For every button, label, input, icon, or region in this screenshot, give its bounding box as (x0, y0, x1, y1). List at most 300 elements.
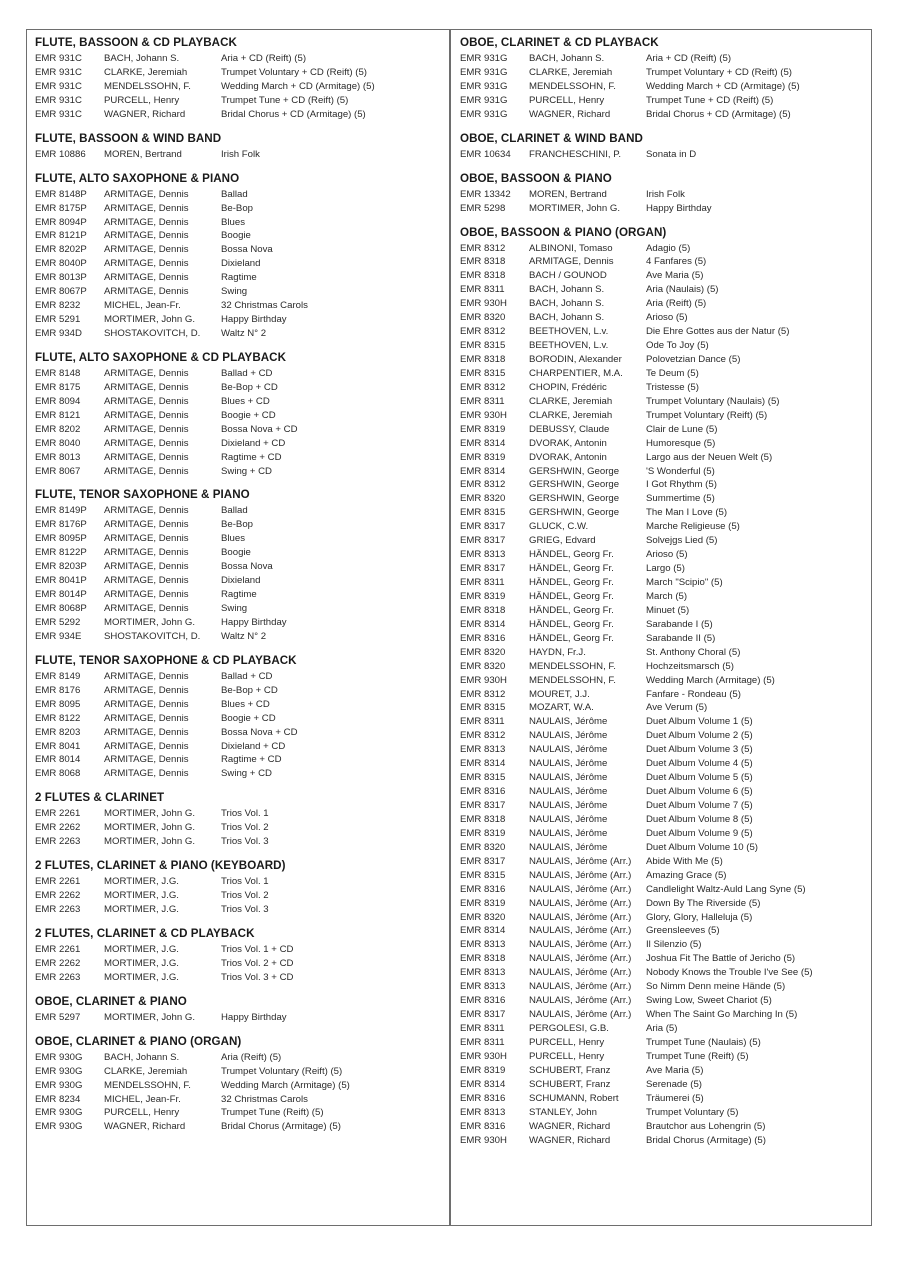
section-heading: FLUTE, TENOR SAXOPHONE & CD PLAYBACK (35, 653, 297, 667)
catalog-entry (460, 283, 865, 297)
composer-name: MORTIMER, John G. (104, 314, 195, 326)
catalog-entry (35, 574, 443, 588)
catalog-entry (460, 1106, 865, 1120)
work-title: Sarabande I (5) (646, 618, 713, 630)
work-title: Largo (5) (646, 563, 685, 575)
catalog-number: EMR 8313 (460, 981, 506, 993)
work-title: Trios Vol. 2 (221, 890, 269, 902)
composer-name: NAULAIS, Jérôme (529, 786, 608, 798)
work-title: Abide With Me (5) (646, 855, 723, 867)
catalog-entry (460, 994, 865, 1008)
catalog-number: EMR 8149 (35, 670, 81, 682)
work-title: Swing (221, 603, 248, 614)
work-title: Wedding March + CD (Armitage) (5) (221, 80, 375, 92)
catalog-number: EMR 8068 (35, 768, 81, 780)
work-title: Bridal Chorus + CD (Armitage) (5) (221, 108, 366, 120)
catalog-number: EMR 8316 (460, 1092, 506, 1104)
catalog-number: EMR 8314 (460, 758, 506, 770)
left-column (35, 34, 443, 1142)
work-title: Serenade (5) (646, 1078, 702, 1090)
work-title: Swing (221, 286, 248, 298)
work-title: Aria (Naulais) (5) (646, 284, 719, 296)
catalog-number: EMR 8311 (460, 395, 505, 407)
composer-name: NAULAIS, Jérôme (529, 716, 608, 728)
work-title: Dixieland (221, 575, 261, 587)
catalog-number: EMR 8311 (460, 1023, 505, 1034)
composer-name: MICHEL, Jean-Fr. (104, 300, 181, 312)
catalog-entry (460, 701, 865, 715)
catalog-number: EMR 8313 (460, 549, 506, 561)
catalog-entry (35, 202, 443, 216)
composer-name: GLUCK, C.W. (529, 521, 589, 533)
work-title: Blues (221, 216, 245, 228)
composer-name: ARMITAGE, Dennis (104, 561, 189, 573)
work-title: Bossa Nova (221, 561, 273, 573)
catalog-number: EMR 8317 (460, 521, 506, 533)
catalog-section (35, 925, 443, 985)
catalog-entry (460, 799, 865, 813)
catalog-number: EMR 8312 (460, 326, 506, 338)
catalog-number: EMR 931C (35, 53, 82, 64)
work-title: Ballad (221, 188, 248, 200)
catalog-number: EMR 8315 (460, 772, 506, 784)
catalog-number: EMR 8319 (460, 451, 506, 463)
catalog-entry (35, 712, 443, 726)
composer-name: BACH, Johann S. (529, 298, 605, 310)
work-title: Marche Religieuse (5) (646, 521, 740, 533)
composer-name: BACH, Johann S. (529, 312, 605, 324)
composer-name: MENDELSSOHN, F. (529, 80, 616, 92)
catalog-number: EMR 8311 (460, 1036, 505, 1048)
work-title: Ave Maria (5) (646, 1064, 704, 1076)
catalog-entry (460, 827, 865, 841)
section-items (35, 188, 443, 341)
catalog-entry (460, 297, 865, 311)
composer-name: SCHUBERT, Franz (529, 1078, 611, 1090)
catalog-number: EMR 8318 (460, 604, 506, 616)
catalog-number: EMR 8312 (460, 479, 506, 491)
work-title: Trumpet Voluntary + CD (Reift) (5) (646, 66, 792, 78)
section-heading: FLUTE, BASSOON & CD PLAYBACK (35, 36, 237, 49)
work-title: Candlelight Waltz-Auld Lang Syne (5) (646, 883, 806, 895)
work-title: Be-Bop + CD (221, 684, 278, 696)
work-title: So Nimm Denn meine Hände (5) (646, 981, 786, 993)
work-title: Bossa Nova + CD (221, 726, 298, 738)
work-title: Brautchor aus Lohengrin (5) (646, 1120, 766, 1132)
composer-name: NAULAIS, Jérôme (529, 772, 608, 784)
work-title: Trios Vol. 3 (221, 904, 269, 915)
composer-name: BACH, Johann S. (104, 53, 180, 64)
composer-name: WAGNER, Richard (104, 108, 186, 120)
catalog-entry (35, 243, 443, 257)
catalog-entry (460, 911, 865, 925)
composer-name: ARMITAGE, Dennis (104, 244, 189, 256)
catalog-entry (460, 924, 865, 938)
catalog-entry (460, 437, 865, 451)
catalog-entry (460, 590, 865, 604)
catalog-number: EMR 8314 (460, 618, 506, 630)
catalog-entry (460, 108, 865, 122)
catalog-number: EMR 8149P (35, 505, 87, 517)
catalog-entry (460, 938, 865, 952)
composer-name: ARMITAGE, Dennis (104, 230, 189, 242)
work-title: Bossa Nova (221, 244, 273, 256)
work-title: Trumpet Tune (Reift) (5) (646, 1050, 749, 1062)
catalog-number: EMR 2263 (35, 971, 81, 983)
catalog-number: EMR 8148 (35, 367, 81, 379)
work-title: Trios Vol. 1 (221, 876, 269, 888)
composer-name: ARMITAGE, Dennis (104, 698, 189, 710)
composer-name: MORTIMER, J.G. (104, 904, 179, 915)
composer-name: CLARKE, Jeremiah (104, 1065, 188, 1077)
composer-name: ARMITAGE, Dennis (104, 202, 189, 214)
composer-name: MOREN, Bertrand (104, 148, 182, 160)
catalog-entry (35, 409, 443, 423)
composer-name: ARMITAGE, Dennis (104, 519, 189, 531)
catalog-entry (35, 588, 443, 602)
catalog-entry (35, 437, 443, 451)
catalog-entry (35, 698, 443, 712)
composer-name: CHARPENTIER, M.A. (529, 367, 623, 379)
composer-name: NAULAIS, Jérôme (529, 841, 608, 853)
catalog-number: EMR 8313 (460, 744, 506, 756)
catalog-number: EMR 8313 (460, 939, 506, 951)
catalog-number: EMR 930H (460, 1134, 507, 1146)
catalog-number: EMR 931G (460, 66, 508, 78)
catalog-entry (460, 465, 865, 479)
section-items (460, 52, 865, 122)
work-title: Il Silenzio (5) (646, 939, 702, 951)
work-title: Ballad + CD (221, 670, 273, 682)
composer-name: NAULAIS, Jérôme (Arr.) (529, 911, 632, 923)
composer-name: GERSHWIN, George (529, 479, 620, 491)
catalog-entry (35, 875, 443, 889)
composer-name: FRANCHESCHINI, P. (529, 148, 622, 160)
work-title: Duet Album Volume 3 (5) (646, 744, 753, 756)
section-heading: 2 FLUTES, CLARINET & CD PLAYBACK (35, 926, 255, 940)
work-title: Minuet (5) (646, 604, 690, 616)
catalog-number: EMR 8317 (460, 535, 506, 547)
composer-name: ARMITAGE, Dennis (104, 395, 189, 407)
catalog-number: EMR 8315 (460, 340, 506, 352)
catalog-number: EMR 930H (460, 298, 507, 310)
catalog-number: EMR 8320 (460, 493, 506, 505)
catalog-entry (35, 367, 443, 381)
composer-name: MOREN, Bertrand (529, 188, 607, 200)
catalog-entry (460, 1120, 865, 1134)
work-title: Ave Maria (5) (646, 270, 704, 282)
catalog-entry (460, 520, 865, 534)
work-title: St. Anthony Choral (5) (646, 646, 741, 658)
work-title: Trumpet Tune + CD (Reift) (5) (221, 94, 349, 106)
catalog-number: EMR 2263 (35, 904, 81, 915)
catalog-entry (35, 532, 443, 546)
catalog-entry (35, 767, 443, 781)
work-title: Ode To Joy (5) (646, 340, 709, 352)
composer-name: MORTIMER, J.G. (104, 890, 179, 902)
catalog-entry (460, 813, 865, 827)
composer-name: BEETHOVEN, L.v. (529, 340, 609, 352)
section-items (35, 367, 443, 479)
section-items (35, 1051, 443, 1135)
catalog-number: EMR 8067P (35, 286, 87, 298)
work-title: Glory, Glory, Halleluja (5) (646, 911, 753, 923)
catalog-entry (460, 980, 865, 994)
catalog-entry (35, 943, 443, 957)
work-title: Duet Album Volume 2 (5) (646, 730, 753, 742)
composer-name: NAULAIS, Jérôme (Arr.) (529, 967, 632, 979)
composer-name: ARMITAGE, Dennis (104, 533, 189, 545)
composer-name: MORTIMER, John G. (104, 836, 195, 848)
composer-name: MORTIMER, J.G. (104, 876, 179, 888)
catalog-entry (35, 451, 443, 465)
catalog-number: EMR 8040P (35, 258, 87, 270)
composer-name: ARMITAGE, Dennis (104, 451, 189, 463)
work-title: Trumpet Voluntary (Naulais) (5) (646, 395, 780, 407)
catalog-number: EMR 8175 (35, 381, 81, 393)
work-title: The Man I Love (5) (646, 507, 728, 519)
composer-name: GRIEG, Edvard (529, 535, 596, 547)
section-items (35, 875, 443, 917)
work-title: March "Scipio" (5) (646, 577, 723, 588)
catalog-entry (35, 423, 443, 437)
composer-name: ARMITAGE, Dennis (104, 367, 189, 379)
composer-name: ARMITAGE, Dennis (104, 740, 189, 752)
composer-name: ARMITAGE, Dennis (104, 768, 189, 780)
catalog-entry (35, 971, 443, 985)
catalog-number: EMR 8317 (460, 855, 506, 867)
catalog-entry (35, 108, 443, 122)
work-title: Aria + CD (Reift) (5) (221, 53, 307, 64)
catalog-number: EMR 931G (460, 108, 508, 120)
composer-name: NAULAIS, Jérôme (529, 730, 608, 742)
catalog-number: EMR 5297 (35, 1011, 81, 1023)
section-heading: OBOE, BASSOON & PIANO (460, 171, 612, 185)
catalog-number: EMR 13342 (460, 188, 511, 200)
catalog-entry (35, 52, 443, 66)
work-title: Happy Birthday (221, 314, 287, 326)
catalog-entry (460, 966, 865, 980)
catalog-number: EMR 930G (35, 1051, 83, 1063)
catalog-entry (460, 897, 865, 911)
work-title: Wedding March (Armitage) (5) (646, 674, 775, 686)
catalog-number: EMR 8013P (35, 272, 87, 284)
work-title: Duet Album Volume 8 (5) (646, 813, 753, 825)
composer-name: ARMITAGE, Dennis (104, 423, 189, 435)
catalog-entry (35, 1106, 443, 1120)
catalog-entry (460, 395, 865, 409)
catalog-number: EMR 8176 (35, 684, 81, 696)
composer-name: SHOSTAKOVITCH, D. (104, 328, 201, 339)
catalog-entry (460, 409, 865, 423)
catalog-number: EMR 931G (460, 53, 508, 64)
catalog-entry (460, 688, 865, 702)
catalog-entry (460, 534, 865, 548)
work-title: Trios Vol. 1 (221, 808, 269, 820)
composer-name: ARMITAGE, Dennis (104, 575, 189, 587)
catalog-number: EMR 930H (460, 674, 507, 686)
catalog-entry (35, 684, 443, 698)
composer-name: SCHUBERT, Franz (529, 1064, 611, 1076)
work-title: I Got Rhythm (5) (646, 479, 717, 491)
work-title: Dixieland (221, 258, 261, 270)
catalog-entry (35, 1079, 443, 1093)
section-heading: OBOE, CLARINET & CD PLAYBACK (460, 36, 659, 49)
composer-name: NAULAIS, Jérôme (529, 827, 608, 839)
catalog-number: EMR 8318 (460, 953, 506, 965)
catalog-entry (35, 229, 443, 243)
work-title: Aria (5) (646, 1023, 678, 1034)
catalog-entry (35, 726, 443, 740)
catalog-entry (460, 148, 865, 162)
section-items (35, 1011, 443, 1025)
catalog-number: EMR 2261 (35, 808, 81, 820)
composer-name: HÄNDEL, Georg Fr. (529, 618, 614, 630)
work-title: Wedding March + CD (Armitage) (5) (646, 80, 800, 92)
work-title: Fanfare - Rondeau (5) (646, 688, 741, 700)
work-title: Trios Vol. 3 + CD (221, 971, 294, 983)
catalog-number: EMR 8317 (460, 563, 506, 575)
work-title: Swing + CD (221, 465, 272, 477)
work-title: Tristesse (5) (646, 381, 699, 393)
catalog-entry (35, 257, 443, 271)
work-title: Boogie (221, 547, 251, 559)
work-title: Duet Album Volume 1 (5) (646, 716, 753, 728)
catalog-number: EMR 2262 (35, 957, 81, 969)
section-heading: 2 FLUTES & CLARINET (35, 791, 165, 805)
catalog-entry (460, 855, 865, 869)
work-title: Amazing Grace (5) (646, 869, 727, 881)
catalog-number: EMR 8095P (35, 533, 87, 545)
catalog-entry (460, 339, 865, 353)
work-title: Trumpet Voluntary (Reift) (5) (221, 1065, 343, 1077)
catalog-number: EMR 8067 (35, 465, 81, 477)
composer-name: MORTIMER, John G. (104, 822, 195, 834)
work-title: Arioso (5) (646, 549, 688, 561)
catalog-entry (35, 807, 443, 821)
composer-name: ARMITAGE, Dennis (104, 286, 189, 298)
catalog-section (35, 130, 443, 162)
catalog-number: EMR 8318 (460, 813, 506, 825)
work-title: Die Ehre Gottes aus der Natur (5) (646, 326, 790, 338)
section-heading: OBOE, CLARINET & PIANO (35, 994, 187, 1008)
composer-name: MICHEL, Jean-Fr. (104, 1093, 181, 1105)
work-title: Te Deum (5) (646, 367, 699, 379)
catalog-number: EMR 8313 (460, 967, 506, 979)
composer-name: MENDELSSOHN, F. (104, 1079, 191, 1091)
catalog-number: EMR 8202P (35, 244, 87, 256)
catalog-entry (460, 604, 865, 618)
catalog-entry (35, 271, 443, 285)
composer-name: HÄNDEL, Georg Fr. (529, 590, 614, 602)
catalog-entry (35, 1093, 443, 1107)
catalog-entry (35, 188, 443, 202)
catalog-entry (35, 957, 443, 971)
catalog-entry (460, 423, 865, 437)
section-heading: OBOE, CLARINET & WIND BAND (460, 131, 643, 145)
section-items (35, 52, 443, 122)
work-title: Boogie (221, 230, 251, 242)
work-title: Blues (221, 533, 245, 545)
composer-name: GERSHWIN, George (529, 493, 620, 505)
catalog-number: EMR 8121P (35, 230, 87, 242)
catalog-entry (35, 740, 443, 754)
composer-name: PURCELL, Henry (529, 1050, 605, 1062)
composer-name: DVORAK, Antonin (529, 437, 607, 449)
work-title: Trios Vol. 2 + CD (221, 957, 294, 969)
composer-name: GERSHWIN, George (529, 507, 620, 519)
catalog-section (35, 1033, 443, 1135)
work-title: Trios Vol. 1 + CD (221, 943, 294, 955)
catalog-entry (35, 1120, 443, 1134)
work-title: Bossa Nova + CD (221, 423, 298, 435)
work-title: 32 Christmas Carols (221, 1093, 308, 1105)
composer-name: ARMITAGE, Dennis (104, 505, 189, 517)
catalog-number: EMR 8314 (460, 925, 506, 937)
catalog-entry (35, 903, 443, 917)
catalog-section (35, 857, 443, 917)
catalog-number: EMR 2261 (35, 943, 81, 955)
composer-name: ARMITAGE, Dennis (104, 712, 189, 724)
work-title: Duet Album Volume 9 (5) (646, 827, 753, 839)
composer-name: NAULAIS, Jérôme (Arr.) (529, 1009, 632, 1021)
composer-name: ARMITAGE, Dennis (104, 258, 189, 270)
catalog-entry (460, 381, 865, 395)
catalog-number: EMR 8041 (35, 740, 81, 752)
work-title: Sonata in D (646, 148, 697, 160)
composer-name: MOURET, J.J. (529, 688, 590, 700)
catalog-number: EMR 8316 (460, 995, 506, 1007)
catalog-number: EMR 8318 (460, 256, 506, 268)
catalog-section (35, 34, 443, 122)
catalog-entry (35, 518, 443, 532)
composer-name: PURCELL, Henry (529, 94, 605, 106)
catalog-number: EMR 2262 (35, 822, 81, 834)
work-title: Dixieland + CD (221, 437, 286, 449)
composer-name: ARMITAGE, Dennis (104, 589, 189, 601)
composer-name: WAGNER, Richard (529, 1134, 611, 1146)
catalog-entry (35, 465, 443, 479)
composer-name: MORTIMER, John G. (529, 202, 620, 214)
composer-name: NAULAIS, Jérôme (Arr.) (529, 981, 632, 993)
catalog-number: EMR 8315 (460, 367, 506, 379)
composer-name: ARMITAGE, Dennis (104, 754, 189, 766)
catalog-entry (460, 883, 865, 897)
work-title: Hochzeitsmarsch (5) (646, 660, 734, 672)
work-title: Boogie + CD (221, 409, 276, 421)
composer-name: BACH / GOUNOD (529, 270, 607, 282)
work-title: Dixieland + CD (221, 740, 286, 752)
work-title: Aria + CD (Reift) (5) (646, 53, 732, 64)
right-column (460, 34, 865, 1155)
work-title: Boogie + CD (221, 712, 276, 724)
work-title: Arioso (5) (646, 312, 688, 324)
catalog-entry (35, 821, 443, 835)
catalog-entry (35, 889, 443, 903)
work-title: Bridal Chorus (Armitage) (5) (221, 1121, 341, 1133)
composer-name: BEETHOVEN, L.v. (529, 326, 609, 338)
catalog-entry (35, 381, 443, 395)
catalog-number: EMR 8317 (460, 800, 506, 811)
catalog-entry (35, 313, 443, 327)
work-title: Happy Birthday (221, 616, 287, 628)
composer-name: MORTIMER, J.G. (104, 971, 179, 983)
composer-name: ARMITAGE, Dennis (104, 437, 189, 449)
catalog-entry (35, 148, 443, 162)
catalog-entry (460, 1050, 865, 1064)
composer-name: ARMITAGE, Dennis (104, 670, 189, 682)
section-heading: FLUTE, ALTO SAXOPHONE & CD PLAYBACK (35, 350, 287, 364)
